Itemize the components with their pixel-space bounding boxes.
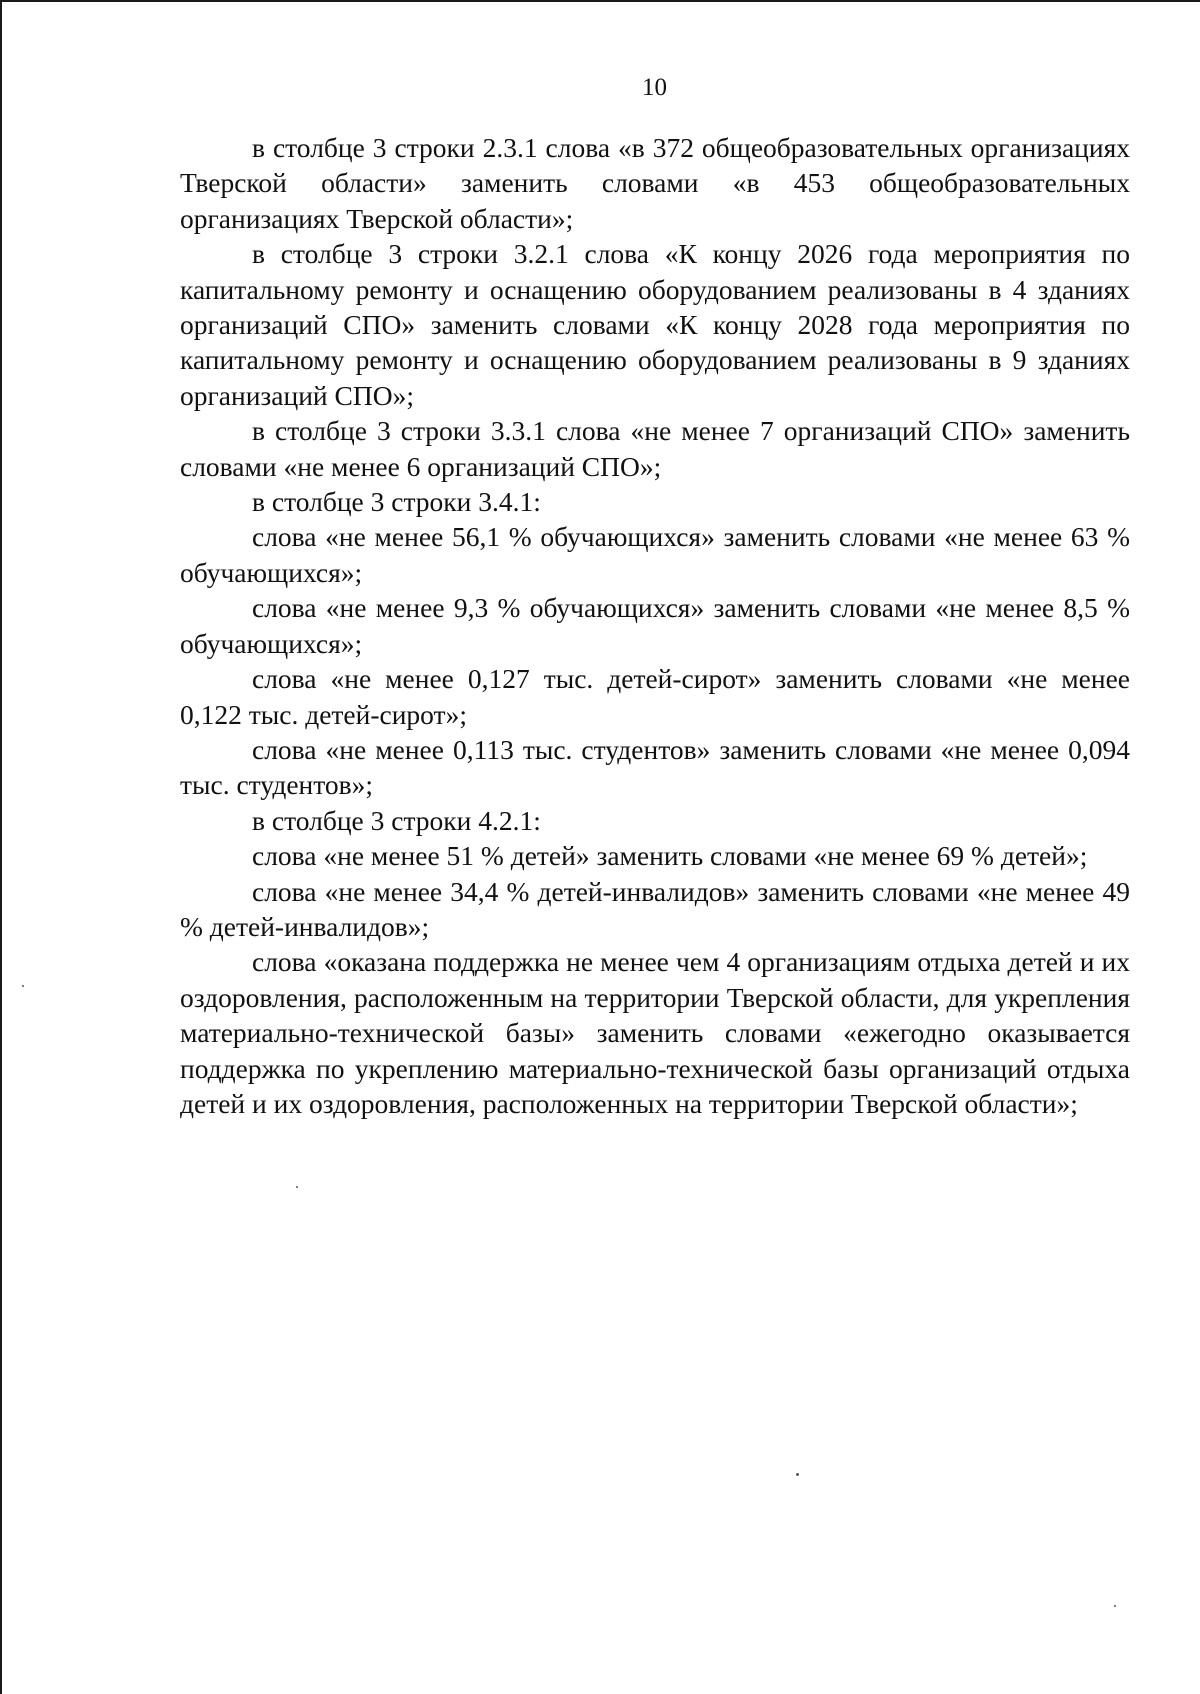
paragraph: слова «не менее 0,113 тыс. студентов» заменить словами «не менее 0,094 тыс. студентов»; [180,733,1130,801]
paragraph: слова «не менее 34,4 % детей-инвалидов» заменить словами «не менее 49 % детей-инвалидов»; [180,875,1130,942]
paragraph: слова «не менее 56,1 % обучающихся» заменить словами «не менее 63 % обучающихся»; [180,521,1130,588]
paragraph: в столбце 3 строки 3.3.1 слова «не менее 7 организаций СПО» заменить словами «не менее 6 организаций СПО»; [180,415,1130,482]
paragraph: слова «не менее 9,3 % обучающихся» заменить словами «не менее 8,5 % обучающихся»; [180,592,1130,659]
scan-edge-left [0,0,2,1694]
scan-speck [796,1473,799,1476]
paragraph: слова «не менее 0,127 тыс. детей-сирот» заменить словами «не менее 0,122 тыс. детей-сирот»; [180,663,1130,730]
scan-speck [1114,1605,1116,1607]
paragraph: слова «не менее 51 % детей» заменить словами «не менее 69 % детей»; [252,840,1088,872]
document-body [180,130,1130,1121]
paragraph: в столбце 3 строки 4.2.1: [252,804,541,836]
scan-speck [22,985,24,987]
scan-speck [296,1186,298,1188]
scan-edge-top [0,0,1200,2]
paragraph: в столбце 3 строки 2.3.1 слова «в 372 общеобразовательных организациях Тверской области» заменить словами «в 453 общеобразовательных организациях Тверской области»; [180,132,1130,234]
paragraph: слова «оказана поддержка не менее чем 4 организациям отдыха детей и их оздоровления, расположенным на территории Тверской области, для укрепления материально-технической базы» заменить словами «ежегодно оказывается поддержка по укреплению материально-технической базы организаций отдыха детей и их оздоровления, расположенных на территории Тверской области»; [180,946,1130,1119]
paragraph: в столбце 3 строки 3.4.1: [252,486,541,518]
paragraph: в столбце 3 строки 3.2.1 слова «К концу 2026 года мероприятия по капитальному ремонту и оснащению оборудованием реализованы в 4 зданиях организаций СПО» заменить словами «К концу 2028 года мероприятия по капитальному ремонту и оснащению оборудованием реализованы в 9 зданиях организаций СПО»; [180,238,1130,411]
page-number: 10 [642,74,667,101]
